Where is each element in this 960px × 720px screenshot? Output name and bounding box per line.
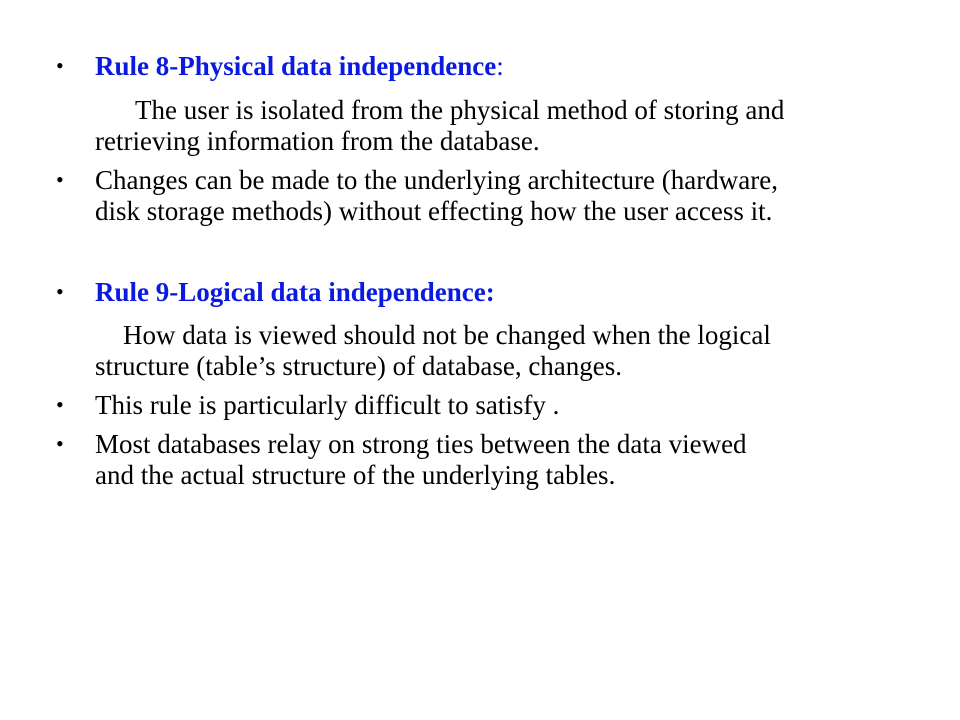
rule8-heading [95, 51, 900, 82]
rule9-description [95, 320, 900, 382]
rule8-point1-line1: Changes can be made to the underlying architecture (hardware, [95, 165, 778, 195]
rule9-point2-line1: Most databases relay on strong ties between the data viewed [95, 429, 747, 459]
rule9-description-line1 [95, 320, 900, 351]
rule8-point1 [95, 165, 900, 227]
rule8-point1-line2: disk storage methods) without effecting how the user access it. [95, 196, 773, 226]
rule9-description-line1-text: How data is viewed should not be changed when the logical [123, 320, 771, 350]
rule9-heading: Rule 9-Logical data independence: [95, 277, 495, 307]
bullet-rule9-point1: • [56, 392, 64, 417]
rule9-description-line2: structure (table’s structure) of database, changes. [95, 351, 623, 381]
rule8-description-line2: retrieving information from the database. [95, 126, 540, 156]
rule8-description [95, 95, 900, 157]
rule8-heading-colon: : [496, 51, 504, 81]
bullet-rule8-heading: • [56, 53, 64, 78]
bullet-rule9-point2: • [56, 431, 64, 456]
rule9-point2 [95, 429, 900, 491]
rule8-description-line1-text: The user is isolated from the physical method of storing and [135, 95, 785, 125]
rule9-point1: This rule is particularly difficult to satisfy . [95, 390, 560, 420]
rule8-description-line1 [95, 95, 900, 126]
rule8-heading-text: Rule 8-Physical data independence [95, 51, 497, 81]
rule9-point2-line2: and the actual structure of the underlying tables. [95, 460, 616, 490]
bullet-rule9-heading: • [56, 279, 64, 304]
bullet-rule8-point1: • [56, 167, 64, 192]
